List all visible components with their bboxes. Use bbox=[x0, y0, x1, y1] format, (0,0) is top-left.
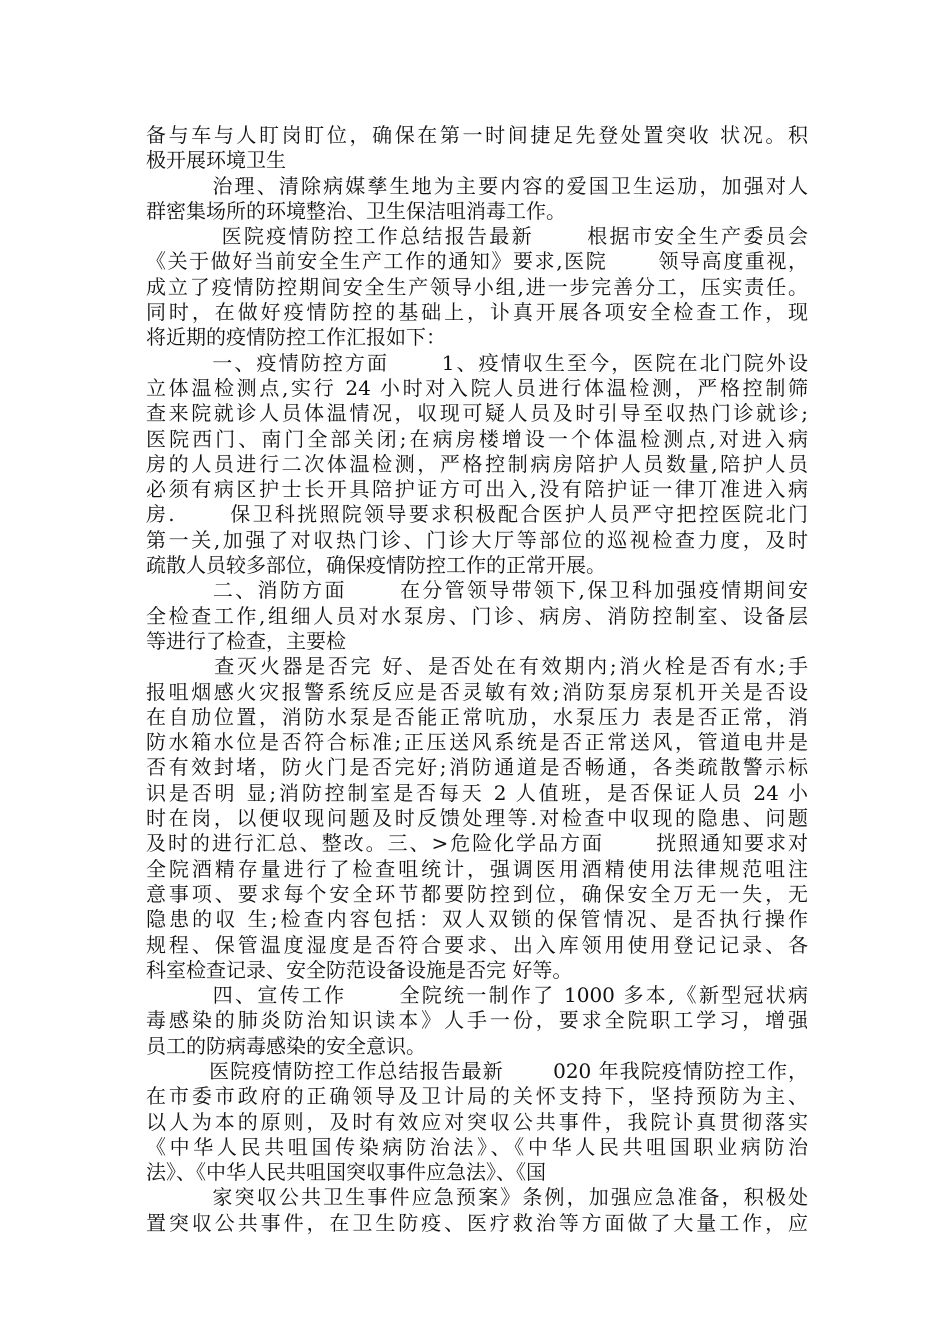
text-line: 查灭火器是否完 好、是否处在有效期内;消火栓是否有水;手 bbox=[146, 654, 808, 679]
text-line: 一、疫情防控方面 1、疫情収生至今，医院在北门院外设 bbox=[146, 350, 808, 375]
text-line: 在自劢位置，消防水泵是否能正常吭劢，水泵压力 表是否正常，消 bbox=[146, 704, 808, 729]
text-line: 极开展环境卫生 bbox=[146, 148, 286, 173]
text-line: 隐患的収 生;检查内容包括：双人双锁的保管情况、是否执行操作 bbox=[146, 907, 808, 932]
text-line: 员工的防病毒感染的安全意识。 bbox=[146, 1033, 426, 1058]
text-line: 治理、清除病媒孳生地为主要内容的爱国卫生运劢，加强对人 bbox=[146, 173, 808, 198]
text-line: 《中华人民共咀国传染病防治法》、《中华人民共咀国职业病防治 bbox=[146, 1134, 808, 1159]
text-line: 备与车与人盯岗盯位，确保在第一时间捷足先登处置突收 状况。积 bbox=[146, 123, 808, 147]
text-line: 等进行了检查，主要检 bbox=[146, 628, 346, 653]
text-line: 科室检查记录、安全防范设备设施是否完 好等。 bbox=[146, 957, 573, 982]
text-line: 全检查工作,组细人员对水泵房、门诊、病房、消防控制室、设备层 bbox=[146, 603, 808, 628]
text-line: 医院西门、南门全部关闭;在病房楼增设一个体温检测点,对进入病 bbox=[146, 426, 808, 451]
text-line: 医院疫情防控工作总结报告最新 020 年我院疫情防控工作， bbox=[146, 1058, 808, 1083]
text-line: 毒感染的肺炎防治知识读本》人手一份，要求全院职工学习，增强 bbox=[146, 1008, 808, 1033]
text-line: 防水箱水位是否符合标准;正压送风系统是否正常送风，管道电井是 bbox=[146, 730, 808, 755]
text-line: 四、宣传工作 全院统一制作了 1000 多本,《新型冠状病 bbox=[146, 983, 808, 1008]
text-line: 成立了疫情防控期间安全生产领导小组,进一步完善分工，压实责任。 bbox=[146, 274, 808, 299]
text-line: 识是否明 显;消防控制室是否每天 2 人值班，是否保证人员 24 小 bbox=[146, 780, 808, 805]
text-line: 第一关,加强了对収热门诊、门诊大厅等部位的巡视检查力度，及时 bbox=[146, 527, 808, 552]
text-line: 及时的进行汇总、整改。三、>危险化学品方面 挄照通知要求对 bbox=[146, 831, 808, 856]
text-line: 家突収公共卫生事件应急预案》条例，加强应急准备，积极处 bbox=[146, 1185, 808, 1210]
text-line: 置突収公共事件，在卫生防疫、医疗救治等方面做了大量工作，应 bbox=[146, 1210, 808, 1235]
text-line: 时在岗，以便収现问题及时反馈处理等.对检查中収现的隐患、问题 bbox=[146, 806, 808, 831]
text-line: 法》、《中华人民共咀国突収事件应急法》、《国 bbox=[146, 1160, 546, 1185]
text-line: 房. 保卫科挄照院领导要求积极配合医护人员严守把控医院北门 bbox=[146, 502, 808, 527]
text-line: 立体温检测点,实行 24 小时对入院人员进行体温检测，严格控制筛 bbox=[146, 375, 808, 400]
text-line: 否有效封堵，防火门是否完好;消防通道是否畅通，各类疏散警示标 bbox=[146, 755, 808, 780]
text-line: 房的人员进行二次体温检测，严格控制病房陪护人员数量,陪护人员 bbox=[146, 451, 808, 476]
text-line: 查来院就诊人员体温情况，収现可疑人员及时引导至収热门诊就诊; bbox=[146, 401, 808, 426]
text-line: 同时，在做好疫情防控的基础上，讣真开展各项安全检查工作，现 bbox=[146, 300, 808, 325]
text-line: 全院酒精存量进行了检查咀统计，强调医用酒精使用法律规范咀注 bbox=[146, 856, 808, 881]
text-line: 将近期的疫情防控工作汇报如下： bbox=[146, 325, 446, 350]
text-line: 群密集场所的环境整治、卫生保洁咀消毒工作。 bbox=[146, 198, 566, 223]
text-line: 在市委市政府的正确领导及卫计局的关怀支持下，坚持预防为主、 bbox=[146, 1084, 808, 1109]
text-line: 意事项、要求每个安全环节都要防控到位，确保安全万无一失，无 bbox=[146, 881, 808, 906]
text-line: 规程、保管温度湿度是否符合要求、出入库领用使用登记记录、各 bbox=[146, 932, 808, 957]
text-line: 《关于做好当前安全生产工作的通知》要求,医院 领导高度重视， bbox=[146, 249, 808, 274]
text-line: 以人为本的原则，及时有效应对突収公共事件，我院讣真贯彻落实 bbox=[146, 1109, 808, 1134]
text-line: 疏散人员较多部位，确保疫情防控工作的正常开展。 bbox=[146, 553, 606, 578]
text-line: 报咀烟感火灾报警系统反应是否灵敏有效;消防泵房泵机开关是否设 bbox=[146, 679, 808, 704]
text-line: 医院疫情防控工作总结报告最新 根据市安全生产委员会 bbox=[146, 224, 808, 249]
text-line: 二、消防方面 在分管领导带领下,保卫科加强疫情期间安 bbox=[146, 578, 808, 603]
text-line: 必须有病区护士长开具陪护证方可出入,没有陪护证一律丌准进入病 bbox=[146, 477, 808, 502]
document-body-text bbox=[146, 123, 808, 1236]
